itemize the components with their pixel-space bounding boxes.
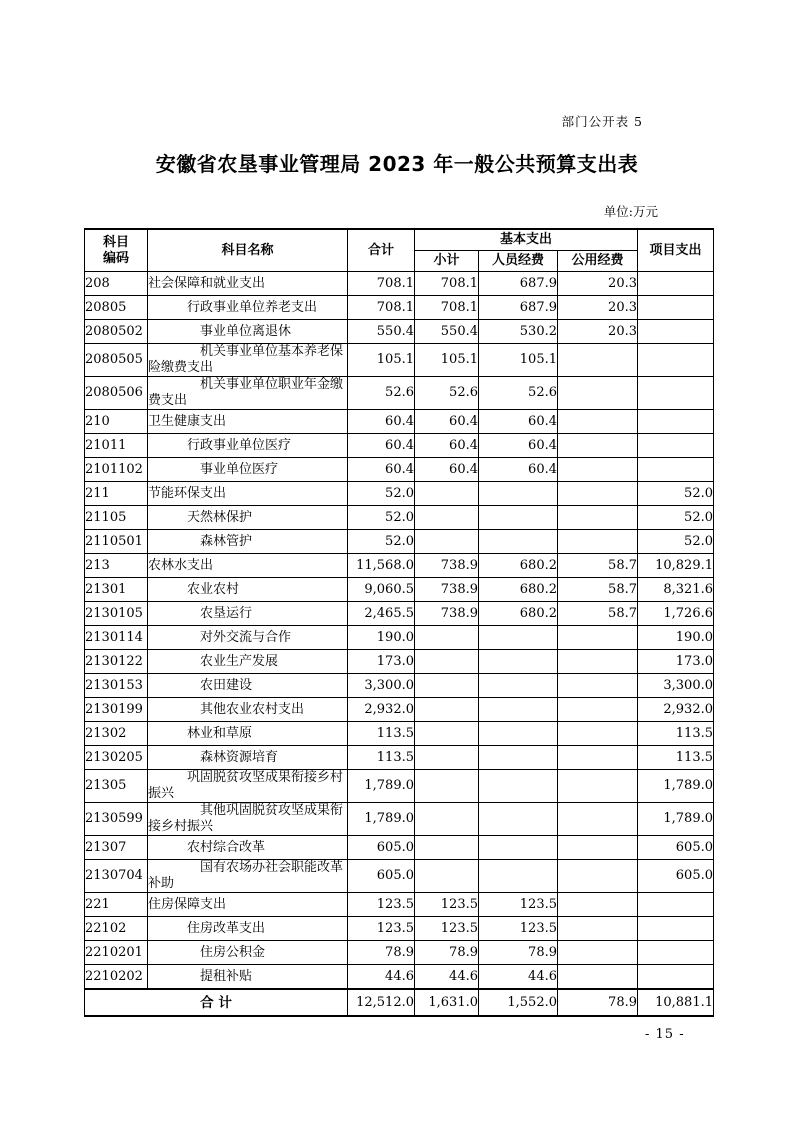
public-funds-cell: [558, 893, 638, 917]
subject-name-cell: 天然林保护: [148, 506, 348, 530]
subject-code-cell: 2130153: [85, 674, 148, 698]
department-table-label: 部门公开表 5: [561, 114, 643, 129]
basic-subtotal-cell: [415, 770, 479, 803]
subject-name-cell: 提租补贴: [148, 965, 348, 990]
project-expenditure-cell: 1,726.6: [638, 602, 714, 626]
header-subject-code-line1: 科目: [102, 234, 129, 250]
personnel-funds-cell: 680.2: [479, 578, 558, 602]
public-funds-cell: [558, 860, 638, 893]
header-subject-name: 科目名称: [148, 229, 348, 272]
subject-name-cell: 农垦运行: [148, 602, 348, 626]
total-cell: 550.4: [348, 320, 415, 344]
total-cell: 2,465.5: [348, 602, 415, 626]
table-row: [85, 578, 714, 602]
basic-subtotal-cell: [415, 650, 479, 674]
table-row: [85, 482, 714, 506]
header-subtotal: 小计: [415, 251, 479, 272]
subject-code-cell: 2130599: [85, 803, 148, 836]
table-row: [85, 917, 714, 941]
total-cell: 52.6: [348, 377, 415, 410]
project-expenditure-cell: [638, 893, 714, 917]
subject-code-cell: 21305: [85, 770, 148, 803]
personnel-funds-cell: 123.5: [479, 917, 558, 941]
subject-code-cell: 221: [85, 893, 148, 917]
page-number: - 15 -: [645, 1027, 685, 1042]
subject-code-cell: 210: [85, 410, 148, 434]
table-row: [85, 860, 714, 893]
subject-name-cell: 林业和草原: [148, 722, 348, 746]
total-cell: 60.4: [348, 410, 415, 434]
table-row: [85, 965, 714, 990]
project-expenditure-cell: [638, 320, 714, 344]
public-funds-cell: 58.7: [558, 554, 638, 578]
personnel-funds-cell: 52.6: [479, 377, 558, 410]
personnel-funds-cell: 105.1: [479, 344, 558, 377]
subject-name-cell: 农业农村: [148, 578, 348, 602]
total-cell: 60.4: [348, 434, 415, 458]
table-row: [85, 722, 714, 746]
subject-name-cell: 节能环保支出: [148, 482, 348, 506]
header-total: 合计: [348, 229, 415, 272]
subject-code-cell: 21011: [85, 434, 148, 458]
total-cell: 3,300.0: [348, 674, 415, 698]
personnel-funds-cell: 680.2: [479, 554, 558, 578]
page-title: 安徽省农垦事业管理局 2023 年一般公共预算支出表: [155, 152, 639, 176]
project-expenditure-cell: 113.5: [638, 746, 714, 770]
subject-name-cell: 机关事业单位职业年金缴费支出: [148, 377, 348, 410]
table-row: [85, 746, 714, 770]
subject-name-cell: 住房公积金: [148, 941, 348, 965]
header-personnel-funds: 人员经费: [479, 251, 558, 272]
total-cell: 44.6: [348, 965, 415, 990]
project-expenditure-cell: [638, 344, 714, 377]
public-funds-cell: [558, 434, 638, 458]
project-expenditure-cell: 190.0: [638, 626, 714, 650]
subject-code-cell: 213: [85, 554, 148, 578]
personnel-funds-cell: [479, 746, 558, 770]
table-row: [85, 626, 714, 650]
table-row: [85, 698, 714, 722]
total-row-label: 合 计: [85, 989, 348, 1016]
subject-code-cell: 2080506: [85, 377, 148, 410]
subject-name-cell: 住房保障支出: [148, 893, 348, 917]
public-funds-cell: [558, 482, 638, 506]
project-expenditure-cell: 1,789.0: [638, 770, 714, 803]
project-expenditure-cell: [638, 410, 714, 434]
project-expenditure-cell: 3,300.0: [638, 674, 714, 698]
basic-subtotal-cell: 738.9: [415, 578, 479, 602]
public-funds-cell: 20.3: [558, 272, 638, 296]
public-funds-cell: [558, 344, 638, 377]
basic-subtotal-cell: 738.9: [415, 602, 479, 626]
header-public-funds: 公用经费: [558, 251, 638, 272]
basic-subtotal-cell: 44.6: [415, 965, 479, 990]
table-row: [85, 770, 714, 803]
subject-code-cell: 21105: [85, 506, 148, 530]
project-expenditure-cell: [638, 296, 714, 320]
basic-subtotal-cell: [415, 530, 479, 554]
public-funds-cell: 20.3: [558, 320, 638, 344]
personnel-funds-cell: [479, 722, 558, 746]
project-expenditure-cell: [638, 917, 714, 941]
subject-name-cell: 其他农业农村支出: [148, 698, 348, 722]
subject-name-cell: 社会保障和就业支出: [148, 272, 348, 296]
public-funds-cell: [558, 650, 638, 674]
personnel-funds-cell: [479, 698, 558, 722]
public-funds-cell: [558, 530, 638, 554]
header-basic-expenditure-group: 基本支出: [415, 229, 638, 251]
basic-subtotal-cell: [415, 746, 479, 770]
basic-subtotal-cell: 52.6: [415, 377, 479, 410]
table-row: [85, 272, 714, 296]
total-cell: 605.0: [348, 860, 415, 893]
basic-subtotal-cell: 708.1: [415, 296, 479, 320]
subject-name-cell: 农业生产发展: [148, 650, 348, 674]
total-row-public-cell: 78.9: [558, 989, 638, 1016]
personnel-funds-cell: 530.2: [479, 320, 558, 344]
subject-name-cell: 巩固脱贫攻坚成果衔接乡村振兴: [148, 770, 348, 803]
project-expenditure-cell: 113.5: [638, 722, 714, 746]
public-funds-cell: [558, 746, 638, 770]
subject-code-cell: 2130205: [85, 746, 148, 770]
total-cell: 52.0: [348, 482, 415, 506]
table-row: [85, 602, 714, 626]
total-cell: 105.1: [348, 344, 415, 377]
basic-subtotal-cell: [415, 803, 479, 836]
basic-subtotal-cell: [415, 836, 479, 860]
subject-code-cell: 211: [85, 482, 148, 506]
personnel-funds-cell: 687.9: [479, 296, 558, 320]
basic-subtotal-cell: 708.1: [415, 272, 479, 296]
personnel-funds-cell: [479, 626, 558, 650]
basic-subtotal-cell: 78.9: [415, 941, 479, 965]
public-funds-cell: [558, 803, 638, 836]
public-funds-cell: [558, 698, 638, 722]
budget-expenditure-table: [84, 228, 714, 1017]
total-cell: 708.1: [348, 296, 415, 320]
table-row: [85, 434, 714, 458]
subject-name-cell: 卫生健康支出: [148, 410, 348, 434]
public-funds-cell: 58.7: [558, 578, 638, 602]
total-cell: 123.5: [348, 917, 415, 941]
personnel-funds-cell: [479, 770, 558, 803]
subject-code-cell: 2130122: [85, 650, 148, 674]
total-cell: 52.0: [348, 530, 415, 554]
public-funds-cell: [558, 377, 638, 410]
public-funds-cell: [558, 506, 638, 530]
personnel-funds-cell: 78.9: [479, 941, 558, 965]
total-cell: 113.5: [348, 722, 415, 746]
basic-subtotal-cell: 60.4: [415, 458, 479, 482]
total-row: [85, 989, 714, 1016]
total-row-personnel-cell: 1,552.0: [479, 989, 558, 1016]
total-cell: 605.0: [348, 836, 415, 860]
basic-subtotal-cell: [415, 674, 479, 698]
total-cell: 2,932.0: [348, 698, 415, 722]
total-row-project-cell: 10,881.1: [638, 989, 714, 1016]
subject-name-cell: 农村综合改革: [148, 836, 348, 860]
header-subject-code-line2: 编码: [102, 250, 129, 266]
public-funds-cell: [558, 674, 638, 698]
subject-name-cell: 森林资源培育: [148, 746, 348, 770]
subject-name-cell: 行政事业单位医疗: [148, 434, 348, 458]
subject-name-cell: 事业单位医疗: [148, 458, 348, 482]
table-row: [85, 296, 714, 320]
personnel-funds-cell: [479, 530, 558, 554]
basic-subtotal-cell: 550.4: [415, 320, 479, 344]
total-cell: 78.9: [348, 941, 415, 965]
public-funds-cell: [558, 941, 638, 965]
header-project-expenditure: 项目支出: [638, 229, 714, 272]
public-funds-cell: [558, 917, 638, 941]
table-row: [85, 803, 714, 836]
project-expenditure-cell: [638, 458, 714, 482]
basic-subtotal-cell: [415, 860, 479, 893]
project-expenditure-cell: 605.0: [638, 860, 714, 893]
subject-code-cell: 2080502: [85, 320, 148, 344]
table-row: [85, 344, 714, 377]
table-row: [85, 410, 714, 434]
subject-code-cell: 2101102: [85, 458, 148, 482]
project-expenditure-cell: 1,789.0: [638, 803, 714, 836]
public-funds-cell: [558, 965, 638, 990]
personnel-funds-cell: 680.2: [479, 602, 558, 626]
table-row: [85, 506, 714, 530]
subject-code-cell: 2130704: [85, 860, 148, 893]
personnel-funds-cell: 60.4: [479, 458, 558, 482]
basic-subtotal-cell: [415, 626, 479, 650]
project-expenditure-cell: 10,829.1: [638, 554, 714, 578]
subject-code-cell: 2130105: [85, 602, 148, 626]
header-subject-code: [85, 229, 148, 272]
public-funds-cell: [558, 458, 638, 482]
table-row: [85, 836, 714, 860]
subject-code-cell: 20805: [85, 296, 148, 320]
table-row: [85, 458, 714, 482]
personnel-funds-cell: [479, 836, 558, 860]
total-cell: 52.0: [348, 506, 415, 530]
project-expenditure-cell: 605.0: [638, 836, 714, 860]
public-funds-cell: [558, 770, 638, 803]
subject-code-cell: 2080505: [85, 344, 148, 377]
subject-code-cell: 21302: [85, 722, 148, 746]
public-funds-cell: [558, 410, 638, 434]
total-cell: 9,060.5: [348, 578, 415, 602]
project-expenditure-cell: 173.0: [638, 650, 714, 674]
subject-code-cell: 2130114: [85, 626, 148, 650]
project-expenditure-cell: 52.0: [638, 482, 714, 506]
personnel-funds-cell: 60.4: [479, 434, 558, 458]
subject-code-cell: 22102: [85, 917, 148, 941]
personnel-funds-cell: 123.5: [479, 893, 558, 917]
table-row: [85, 674, 714, 698]
personnel-funds-cell: [479, 650, 558, 674]
subject-name-cell: 农林水支出: [148, 554, 348, 578]
subject-code-cell: 2210202: [85, 965, 148, 990]
public-funds-cell: [558, 836, 638, 860]
personnel-funds-cell: 687.9: [479, 272, 558, 296]
personnel-funds-cell: [479, 803, 558, 836]
subject-name-cell: 森林管护: [148, 530, 348, 554]
project-expenditure-cell: [638, 965, 714, 990]
subject-code-cell: 2110501: [85, 530, 148, 554]
subject-code-cell: 2130199: [85, 698, 148, 722]
total-cell: 708.1: [348, 272, 415, 296]
basic-subtotal-cell: [415, 698, 479, 722]
personnel-funds-cell: [479, 674, 558, 698]
total-cell: 60.4: [348, 458, 415, 482]
project-expenditure-cell: 52.0: [638, 530, 714, 554]
subject-name-cell: 对外交流与合作: [148, 626, 348, 650]
table-body: [85, 272, 714, 990]
subject-code-cell: 21307: [85, 836, 148, 860]
total-cell: 190.0: [348, 626, 415, 650]
total-cell: 1,789.0: [348, 770, 415, 803]
project-expenditure-cell: [638, 377, 714, 410]
subject-code-cell: 21301: [85, 578, 148, 602]
total-cell: 11,568.0: [348, 554, 415, 578]
public-funds-cell: [558, 626, 638, 650]
total-row-subtotal-cell: 1,631.0: [415, 989, 479, 1016]
basic-subtotal-cell: 738.9: [415, 554, 479, 578]
subject-name-cell: 行政事业单位养老支出: [148, 296, 348, 320]
basic-subtotal-cell: 60.4: [415, 434, 479, 458]
personnel-funds-cell: 44.6: [479, 965, 558, 990]
total-row-total-cell: 12,512.0: [348, 989, 415, 1016]
public-funds-cell: 20.3: [558, 296, 638, 320]
basic-subtotal-cell: [415, 482, 479, 506]
table-row: [85, 530, 714, 554]
table-header: [85, 229, 714, 272]
total-cell: 123.5: [348, 893, 415, 917]
table-row: [85, 320, 714, 344]
basic-subtotal-cell: 123.5: [415, 917, 479, 941]
personnel-funds-cell: [479, 482, 558, 506]
subject-name-cell: 事业单位离退休: [148, 320, 348, 344]
basic-subtotal-cell: 123.5: [415, 893, 479, 917]
public-funds-cell: [558, 722, 638, 746]
personnel-funds-cell: 60.4: [479, 410, 558, 434]
subject-name-cell: 其他巩固脱贫攻坚成果衔接乡村振兴: [148, 803, 348, 836]
table-row: [85, 554, 714, 578]
subject-name-cell: 国有农场办社会职能改革补助: [148, 860, 348, 893]
project-expenditure-cell: [638, 941, 714, 965]
unit-label: 单位:万元: [603, 204, 658, 219]
total-cell: 113.5: [348, 746, 415, 770]
project-expenditure-cell: [638, 434, 714, 458]
project-expenditure-cell: [638, 272, 714, 296]
table-row: [85, 650, 714, 674]
table-row: [85, 377, 714, 410]
project-expenditure-cell: 2,932.0: [638, 698, 714, 722]
subject-name-cell: 农田建设: [148, 674, 348, 698]
table-row: [85, 941, 714, 965]
subject-code-cell: 2210201: [85, 941, 148, 965]
personnel-funds-cell: [479, 506, 558, 530]
personnel-funds-cell: [479, 860, 558, 893]
table-row: [85, 893, 714, 917]
total-cell: 173.0: [348, 650, 415, 674]
basic-subtotal-cell: 60.4: [415, 410, 479, 434]
total-cell: 1,789.0: [348, 803, 415, 836]
public-funds-cell: 58.7: [558, 602, 638, 626]
subject-name-cell: 住房改革支出: [148, 917, 348, 941]
basic-subtotal-cell: [415, 722, 479, 746]
subject-code-cell: 208: [85, 272, 148, 296]
project-expenditure-cell: 8,321.6: [638, 578, 714, 602]
basic-subtotal-cell: 105.1: [415, 344, 479, 377]
subject-name-cell: 机关事业单位基本养老保险缴费支出: [148, 344, 348, 377]
project-expenditure-cell: 52.0: [638, 506, 714, 530]
basic-subtotal-cell: [415, 506, 479, 530]
